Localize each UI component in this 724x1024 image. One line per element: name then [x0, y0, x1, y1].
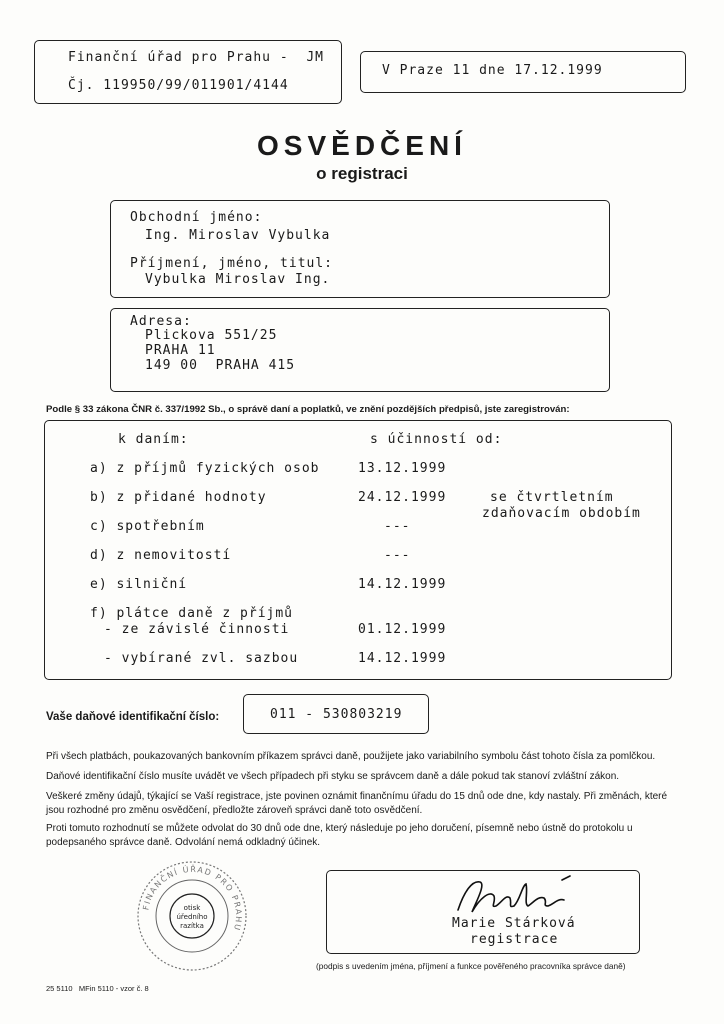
stamp-ring-text: FINANČNÍ ÚŘAD PRO PRAHU — [141, 864, 244, 933]
footer-form-code: 25 5110 — [46, 984, 73, 993]
tax-row-b-note2: zdaňovacím obdobím — [482, 506, 641, 521]
business-name-value: Ing. Miroslav Vybulka — [145, 228, 331, 243]
tax-id-label: Vaše daňové identifikační číslo: — [46, 711, 220, 723]
tax-row-b-label: b) z přidané hodnoty — [90, 490, 267, 505]
paragraph-tax-id-usage: Daňové identifikační číslo musíte uvádět ve všech případech při styku se správcem daně a dále pokud tak stanoví zvláštní zákon. — [46, 771, 620, 782]
tax-header-left: k daním: — [118, 432, 189, 447]
place-date: V Praze 11 dne 17.12.1999 — [382, 63, 603, 78]
document-subtitle: o registraci — [316, 164, 408, 183]
tax-row-c-date: --- — [384, 519, 411, 534]
paragraph-changes: Veškeré změny údajů, týkající se Vaší registrace, jste povinen oznámit finančnímu úřadu do 15 dnů ode dne, kdy nastaly. Při změnách, které jsou rozhodné pro změnu osvědčení, předložte zároveň správci daně toto osvědčení. — [46, 791, 668, 816]
reference-number: Čj. 119950/99/011901/4144 — [68, 78, 289, 93]
footer-form-ref: MFin 5110 - vzor č. 8 — [78, 984, 149, 993]
stamp-center-line1: otisk — [183, 904, 201, 912]
tax-row-f-sub2-label: - vybírané zvl. sazbou — [104, 651, 299, 666]
tax-id-value: 011 - 530803219 — [270, 707, 403, 722]
stamp-center-line2: úředního — [176, 913, 208, 921]
paragraph-appeal: Proti tomuto rozhodnutí se můžete odvolat do 30 dnů ode dne, který následuje po jeho doručení, písemně nebo ústně do protokolu u podepsaného správce daně. Odvolání nemá odkladný účinek. — [46, 823, 633, 848]
tax-row-a-label: a) z příjmů fyzických osob — [90, 461, 320, 476]
paragraph-payments: Při všech platbách, poukazovaných bankovním příkazem správci daně, použijete jako variabilního symbolu část tohoto čísla za pomlčkou. — [46, 751, 656, 762]
handwritten-signature-icon — [450, 872, 590, 922]
tax-row-f-sub1-label: - ze závislé činnosti — [104, 622, 290, 637]
tax-row-a-date: 13.12.1999 — [358, 461, 447, 476]
law-statement: Podle § 33 zákona ČNR č. 337/1992 Sb., o správě daní a poplatků, ve znění pozdějších předpisů, jste zaregistrován: — [46, 404, 570, 415]
tax-row-b-date: 24.12.1999 — [358, 490, 447, 505]
office-line1: Finanční úřad pro Prahu - — [68, 50, 289, 65]
tax-row-d-label: d) z nemovitostí — [90, 548, 232, 563]
address-street: Plickova 551/25 — [145, 328, 278, 343]
tax-row-e-date: 14.12.1999 — [358, 577, 447, 592]
stamp-seal-icon — [136, 860, 248, 972]
address-postal-line — [145, 358, 295, 373]
tax-row-d-date: --- — [384, 548, 411, 563]
signature-caption: (podpis s uvedením jména, příjmení a funkce pověřeného pracovníka správce daně) — [316, 961, 626, 971]
tax-row-c-label: c) spotřebním — [90, 519, 205, 534]
address-city: PRAHA 11 — [145, 343, 216, 358]
official-stamp — [136, 860, 248, 972]
tax-row-e-label: e) silniční — [90, 577, 188, 592]
footer-form-line — [46, 984, 149, 993]
person-label: Příjmení, jméno, titul: — [130, 256, 334, 271]
address-post-office: PRAHA 415 — [215, 358, 296, 373]
tax-row-f-sub1-date: 01.12.1999 — [358, 622, 447, 637]
business-name-label: Obchodní jméno: — [130, 210, 263, 225]
stamp-center-line3: razítka — [180, 922, 204, 930]
signatory-name: Marie Stárková — [452, 916, 576, 931]
tax-header-right: s účinností od: — [370, 432, 503, 447]
address-label: Adresa: — [130, 314, 192, 329]
tax-row-f-sub2-date: 14.12.1999 — [358, 651, 447, 666]
office-code: JM — [306, 50, 324, 65]
office-name — [68, 50, 324, 65]
document-title: OSVĚDČENÍ — [257, 130, 467, 161]
tax-row-f-label: f) plátce daně z příjmů — [90, 606, 294, 621]
signatory-role: registrace — [470, 932, 559, 947]
address-postal: 149 00 — [145, 358, 198, 373]
person-value: Vybulka Miroslav Ing. — [145, 272, 331, 287]
tax-row-b-note1: se čtvrtletním — [490, 490, 614, 505]
